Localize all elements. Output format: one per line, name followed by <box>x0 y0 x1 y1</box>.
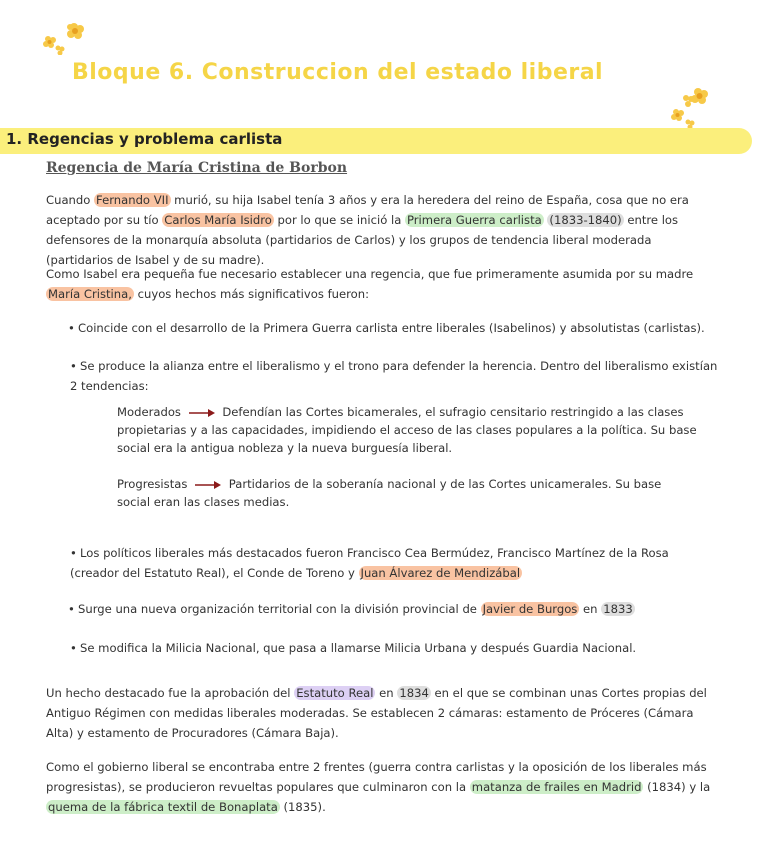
moderados-text: Defendían las Cortes bicamerales, el sufragio censitario restringido a las clases propietarias y a las capacidades, impidiendo el acceso de las clases populares a la política. Su base social era la antigua nobleza y la nueva burguesía liberal. <box>117 405 697 455</box>
progresistas-label: Progresistas <box>117 477 188 491</box>
page-title: Bloque 6. Construccion del estado liberal <box>72 60 604 85</box>
arrow-right-icon <box>195 480 221 490</box>
highlight-fernando: Fernando VII <box>96 193 169 207</box>
highlight-maria-cristina: María Cristina, <box>48 287 132 301</box>
list-item: • Los políticos liberales más destacados fueron Francisco Cea Bermúdez, Francisco Martínez de la Rosa (creador del Estatuto Real), el Conde de Toreno y Juan Álvarez de Mendizábal <box>70 546 669 580</box>
section-heading: 1. Regencias y problema carlista <box>6 130 283 148</box>
arrow-right-icon <box>189 408 215 418</box>
flower-icon <box>668 84 718 130</box>
moderados-label: Moderados <box>117 405 181 419</box>
highlight-estatuto-real: Estatuto Real <box>296 686 374 700</box>
list-item: • Coincide con el desarrollo de la Primera Guerra carlista entre liberales (Isabelinos) y absolutistas (carlistas). <box>68 321 705 335</box>
progresistas-block <box>117 475 697 511</box>
highlight-1834: 1834 <box>399 686 429 700</box>
paragraph-estatuto: Un hecho destacado fue la aprobación del Estatuto Real en 1834 en el que se combinan unas Cortes propias del Antiguo Régimen con medidas liberales moderadas. Se establecen 2 cámaras: estamento de Próceres (Cámara Alta) y estamento de Procuradores (Cámara Baja). <box>46 686 707 740</box>
paragraph-revueltas: Como el gobierno liberal se encontraba entre 2 frentes (guerra contra carlistas y la oposición de los liberales más progresistas), se producieron revueltas populares que culminaron con la matanza de frailes en Madrid (1834) y la quema de la fábrica textil de Bonaplata (1835). <box>46 760 711 814</box>
highlight-matanza: matanza de frailes en Madrid <box>471 780 642 794</box>
highlight-1833: 1833 <box>603 602 633 616</box>
highlight-date: (1833-1840) <box>549 213 622 227</box>
list-item: • Surge una nueva organización territorial con la división provincial de Javier de Burgos en 1833 <box>68 602 633 616</box>
subsection-heading: Regencia de María Cristina de Borbon <box>46 160 348 176</box>
highlight-javier-burgos: Javier de Burgos <box>482 602 578 616</box>
highlight-carlos: Carlos María Isidro <box>164 213 272 227</box>
paragraph-regencia: Como Isabel era pequeña fue necesario establecer una regencia, que fue primeramente asumida por su madre María Cristina, cuyos hechos más significativos fueron: <box>46 267 694 301</box>
highlight-mendizabal: Juan Álvarez de Mendizábal <box>360 566 521 580</box>
list-item: • Se modifica la Milicia Nacional, que pasa a llamarse Milicia Urbana y después Guardia Nacional. <box>70 641 637 655</box>
list-item: • Se produce la alianza entre el liberalismo y el trono para defender la herencia. Dentro del liberalismo existían 2 tendencias: <box>70 359 718 393</box>
paragraph-intro: Cuando Fernando VII murió, su hija Isabel tenía 3 años y era la heredera del reino de España, cosa que no era aceptado por su tío Carlos María Isidro por lo que se inició la Primera Guerra carlista (1833-1840) entre los defensores de la monarquía absoluta (partidarios de Carlos) y los grupos de tendencia liberal moderada (partidarios de Isabel y de su madre). <box>46 193 689 267</box>
progresistas-text: Partidarios de la soberanía nacional y de las Cortes unicamerales. Su base social eran las clases medias. <box>117 477 662 509</box>
moderados-block <box>117 403 697 457</box>
highlight-guerra: Primera Guerra carlista <box>407 213 542 227</box>
flower-icon <box>40 15 90 55</box>
highlight-quema: quema de la fábrica textil de Bonaplata <box>48 800 278 814</box>
